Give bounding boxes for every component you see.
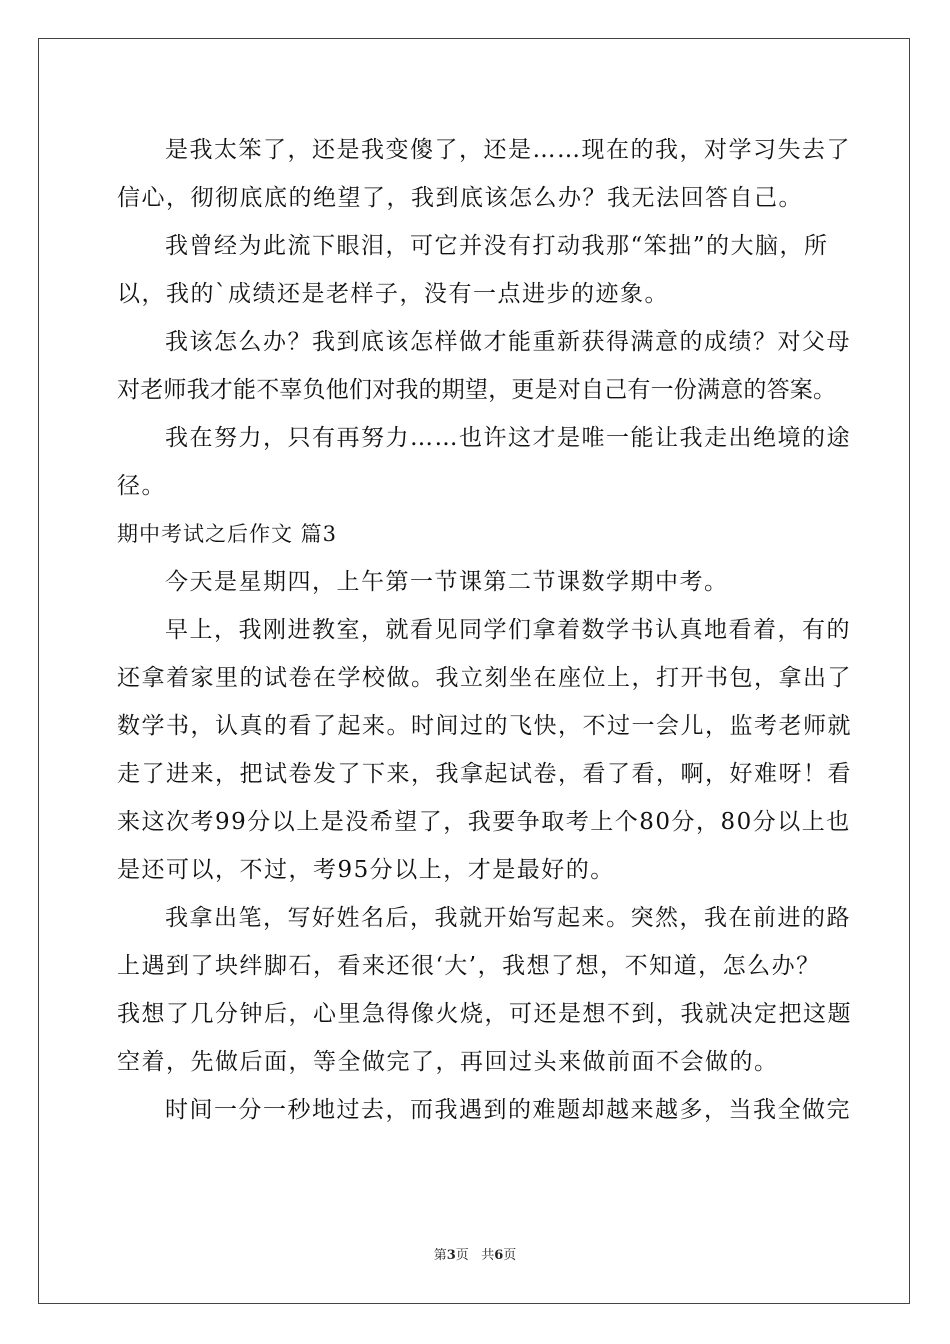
total-prefix: 共 — [481, 1248, 495, 1263]
paragraph-line: 是还可以，不过，考95分以上，才是最好的。 — [117, 857, 615, 883]
paragraph-line: 还拿着家里的试卷在学校做。我立刻坐在座位上，打开书包，拿出了 — [117, 665, 852, 691]
page-prefix: 第 — [433, 1248, 447, 1263]
paragraph-line: 早上，我刚进教室，就看见同学们拿着数学书认真地看着，有的 — [165, 617, 851, 643]
paragraph-line: 走了进来，把试卷发了下来，我拿起试卷，看了看，啊，好难呀！看 — [117, 761, 852, 787]
paragraph-line: 我拿出笔，写好姓名后，我就开始写起来。突然，我在前进的路 — [165, 905, 851, 931]
paragraph-line: 今天是星期四，上午第一节课第二节课数学期中考。 — [165, 569, 729, 595]
total-suffix: 页 — [503, 1248, 517, 1263]
page-footer — [0, 1244, 950, 1263]
paragraph-line: 以，我的`成绩还是老样子，没有一点进步的迹象。 — [117, 281, 669, 307]
total-pages: 6 — [494, 1248, 504, 1263]
paragraph-line: 来这次考99分以上是没希望了，我要争取考上个80分，80分以上也 — [117, 809, 851, 835]
paragraph-line: 我该怎么办？我到底该怎样做才能重新获得满意的成绩？对父母 — [165, 329, 851, 355]
paragraph-line: 我在努力，只有再努力……也许这才是唯一能让我走出绝境的途 — [165, 425, 851, 451]
paragraph-line: 数学书，认真的看了起来。时间过的飞快，不过一会儿，监考老师就 — [117, 713, 852, 739]
document-body — [117, 126, 852, 1134]
paragraph-line: 径。 — [117, 473, 166, 499]
page-number: 3 — [446, 1248, 456, 1263]
paragraph-line: 对老师我才能不辜负他们对我的期望，更是对自己有一份满意的答案。 — [117, 377, 837, 403]
page-suffix: 页 — [455, 1248, 469, 1263]
paragraph-line: 我曾经为此流下眼泪，可它并没有打动我那“笨拙”的大脑，所 — [165, 233, 829, 259]
paragraph-line: 上遇到了块绊脚石，看来还很‘大’，我想了想，不知道，怎么办？ — [117, 953, 821, 979]
paragraph-line: 时间一分一秒地过去，而我遇到的难题却越来越多，当我全做完 — [165, 1097, 851, 1123]
paragraph-line: 我想了几分钟后，心里急得像火烧，可还是想不到，我就决定把这题 — [117, 1001, 852, 1027]
paragraph-line: 信心，彻彻底底的绝望了，我到底该怎么办？我无法回答自己。 — [117, 185, 803, 211]
section-heading: 期中考试之后作文 篇3 — [117, 522, 338, 546]
paragraph-line: 空着，先做后面，等全做完了，再回过头来做前面不会做的。 — [117, 1049, 779, 1075]
paragraph-line: 是我太笨了，还是我变傻了，还是……现在的我，对学习失去了 — [165, 137, 851, 163]
